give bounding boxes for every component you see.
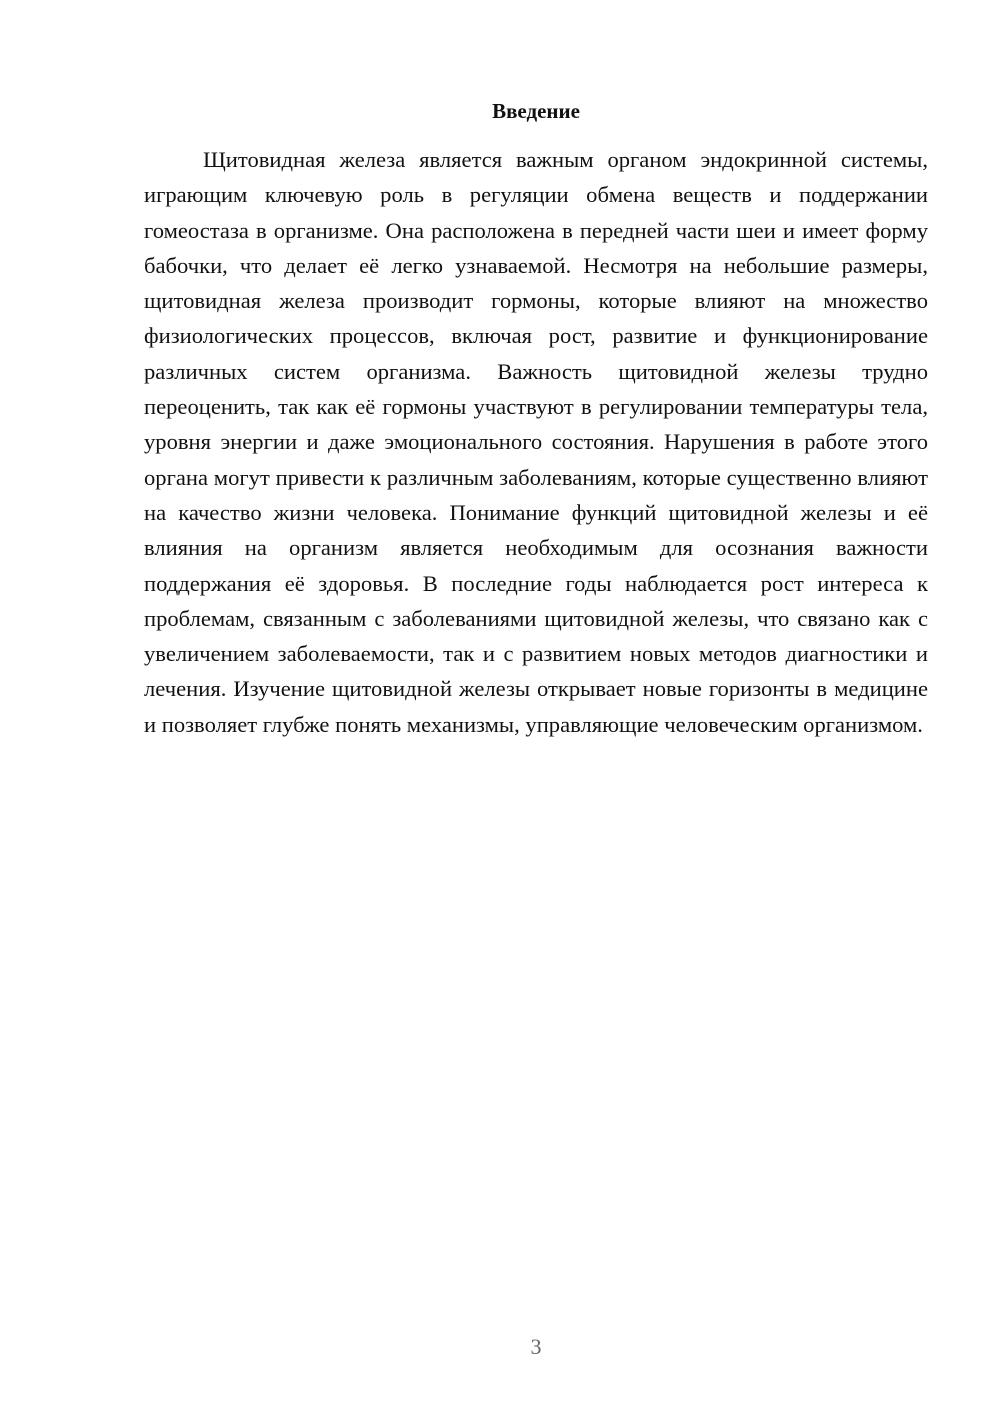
page-number: 3	[530, 1334, 542, 1359]
body-paragraph: Щитовидная железа является важным органом эндокринной системы, играющим ключевую роль в регуляции обмена веществ и поддержании гомеостаза в организме. Она расположена в передней части шеи и имеет форму бабочки, что делает её легко узнаваемой. Несмотря на небольшие размеры, щитовидная железа производит гормоны, которые влияют на множество физиологических процессов, включая рост, развитие и функционирование различных систем организма. Важность щитовидной железы трудно переоценить, так как её гормоны участвуют в регулировании температуры тела, уровня энергии и даже эмоционального состояния. Нарушения в работе этого органа могут привести к различным заболеваниям, которые существенно влияют на качество жизни человека. Понимание функций щитовидной железы и её влияния на организм является необходимым для осознания важности поддержания её здоровья. В последние годы наблюдается рост интереса к проблемам, связанным с заболеваниями щитовидной железы, что связано как с увеличением заболеваемости, так и с развитием новых методов диагностики и лечения. Изучение щитовидной железы открывает новые горизонты в медицине и позволяет глубже понять механизмы, управляющие человеческим организмом.	[144, 147, 928, 737]
section-heading: Введение	[492, 99, 580, 123]
